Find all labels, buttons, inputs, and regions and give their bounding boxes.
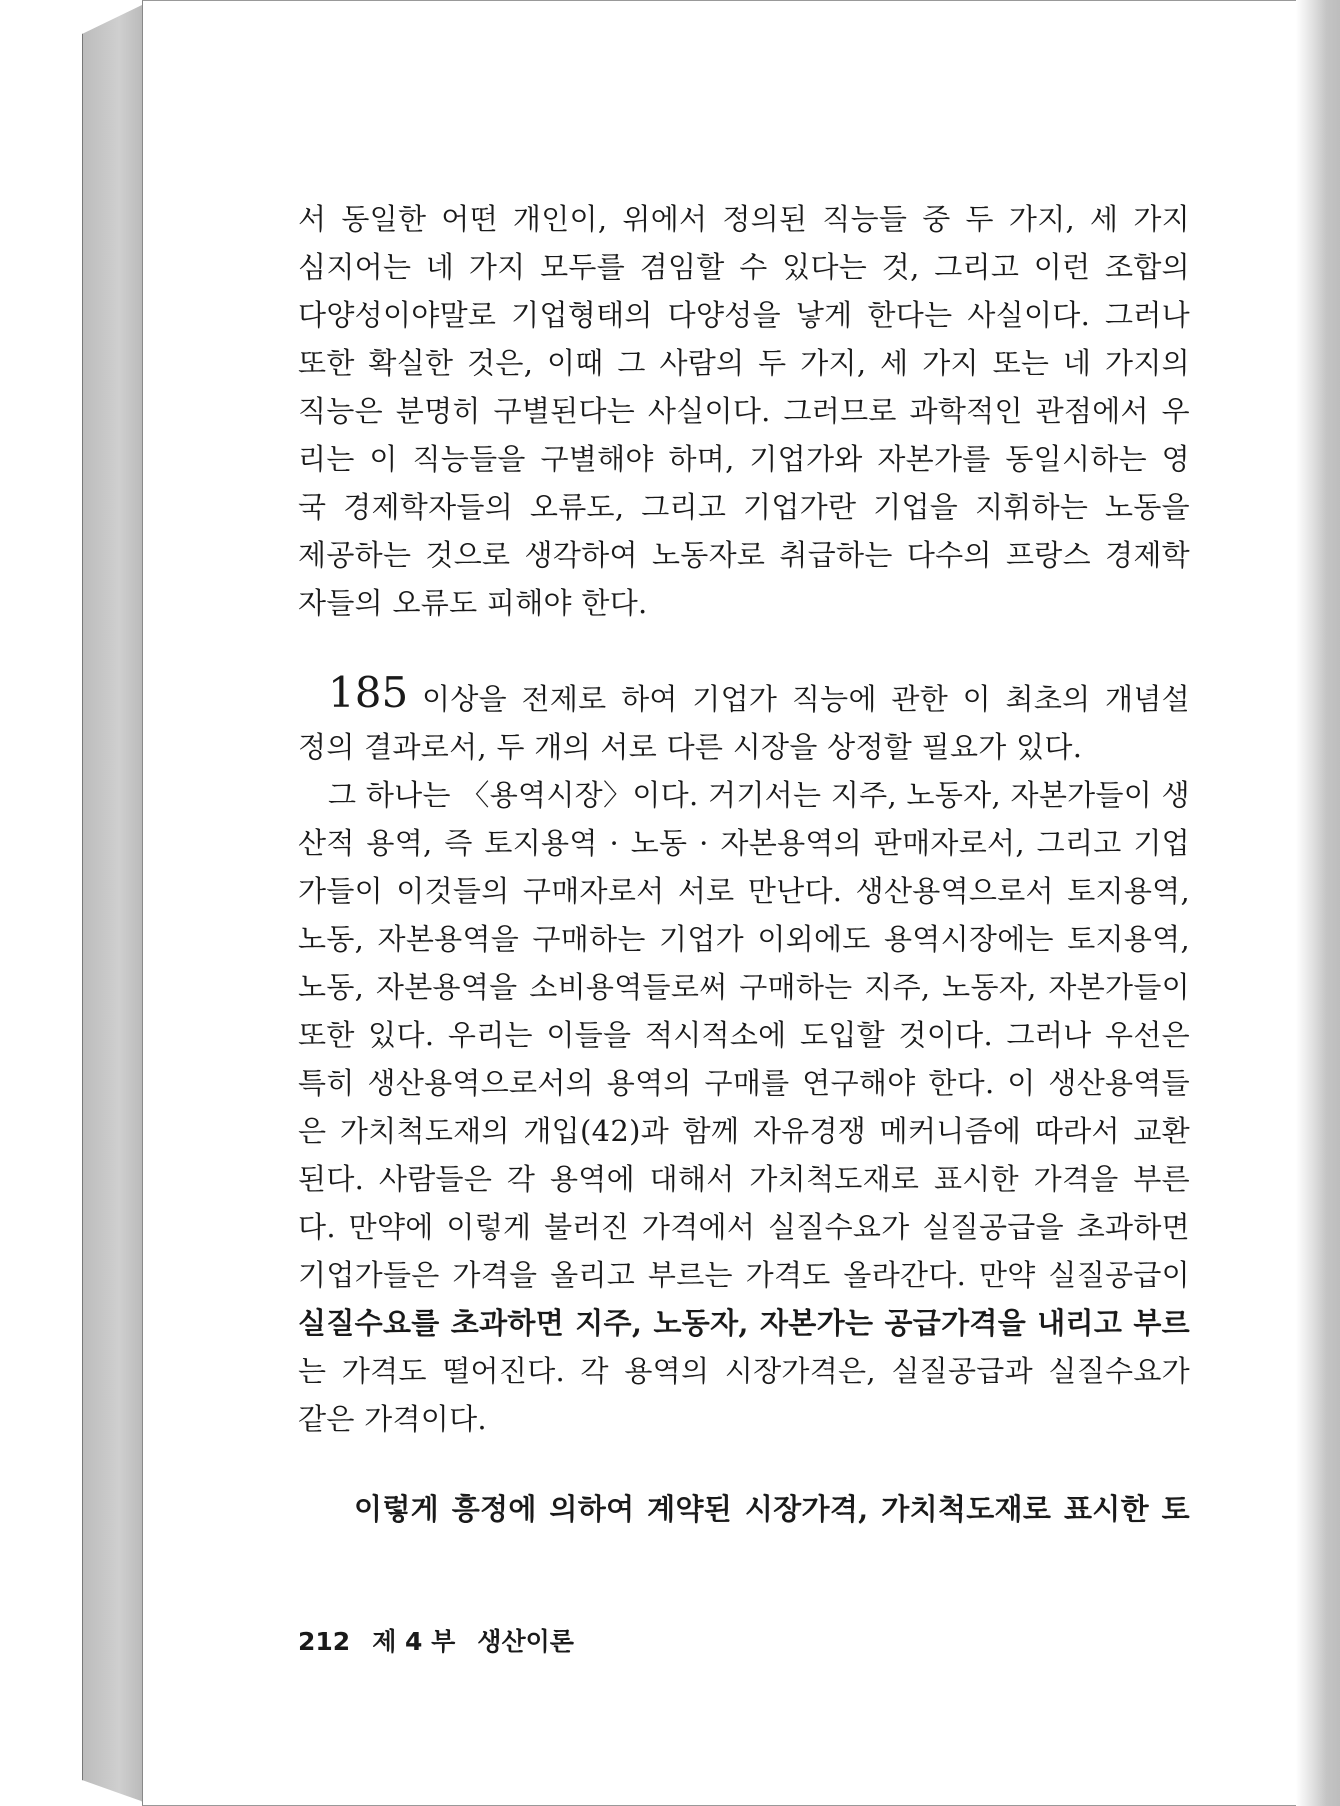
text-line: 다. 만약에 이렇게 불러진 가격에서 실질수요가 실질공급을 초과하면 <box>298 1210 1190 1244</box>
page-number: 212 <box>298 1627 351 1656</box>
part-label: 제 4 부 <box>372 1627 456 1656</box>
text-line: 그 하나는 〈용역시장〉이다. 거기서는 지주, 노동자, 자본가들이 생 <box>328 778 1190 812</box>
text-line: 서 동일한 어떤 개인이, 위에서 정의된 직능들 중 두 가지, 세 가지 <box>298 202 1190 236</box>
text-line: 은 가치척도재의 개입(42)과 함께 자유경쟁 메커니즘에 따라서 교환 <box>298 1114 1190 1148</box>
book-spine-edge <box>82 4 144 1802</box>
text-line: 제공하는 것으로 생각하여 노동자로 취급하는 다수의 프랑스 경제학 <box>298 538 1190 572</box>
part-title: 생산이론 <box>477 1627 574 1656</box>
text-line: 또한 확실한 것은, 이때 그 사람의 두 가지, 세 가지 또는 네 가지의 <box>298 346 1190 380</box>
text-line: 실질수요를 초과하면 지주, 노동자, 자본가는 공급가격을 내리고 부르 <box>298 1306 1190 1340</box>
text-line: 이상을 전제로 하여 기업가 직능에 관한 이 최초의 개념설 <box>422 682 1190 716</box>
text-line: 또한 있다. 우리는 이들을 적시적소에 도입할 것이다. 그러나 우선은 <box>298 1018 1190 1052</box>
text-line: 리는 이 직능들을 구별해야 하며, 기업가와 자본가를 동일시하는 영 <box>298 442 1190 476</box>
section-number: 185 <box>328 668 409 717</box>
text-line: 노동, 자본용역을 구매하는 기업가 이외에도 용역시장에는 토지용역, <box>298 922 1190 956</box>
text-line: 정의 결과로서, 두 개의 서로 다른 시장을 상정할 필요가 있다. <box>298 730 1083 764</box>
text-line: 노동, 자본용역을 소비용역들로써 구매하는 지주, 노동자, 자본가들이 <box>298 970 1190 1004</box>
text-line: 특히 생산용역으로서의 용역의 구매를 연구해야 한다. 이 생산용역들 <box>298 1066 1190 1100</box>
page-edge-shadow <box>1296 0 1340 1806</box>
text-line: 는 가격도 떨어진다. 각 용역의 시장가격은, 실질공급과 실질수요가 <box>298 1354 1190 1388</box>
text-line: 산적 용역, 즉 토지용역 · 노동 · 자본용역의 판매자로서, 그리고 기업 <box>298 826 1190 860</box>
text-line: 직능은 분명히 구별된다는 사실이다. 그러므로 과학적인 관점에서 우 <box>298 394 1190 428</box>
text-line: 된다. 사람들은 각 용역에 대해서 가치척도재로 표시한 가격을 부른 <box>298 1162 1190 1196</box>
text-line: 같은 가격이다. <box>298 1402 487 1436</box>
text-line: 심지어는 네 가지 모두를 겸임할 수 있다는 것, 그리고 이런 조합의 <box>298 250 1190 284</box>
text-line: 기업가들은 가격을 올리고 부르는 가격도 올라간다. 만약 실질공급이 <box>298 1258 1190 1292</box>
text-line: 이렇게 흥정에 의하여 계약된 시장가격, 가치척도재로 표시한 토 <box>354 1492 1190 1526</box>
text-line: 다양성이야말로 기업형태의 다양성을 낳게 한다는 사실이다. 그러나 <box>298 298 1190 332</box>
text-line: 가들이 이것들의 구매자로서 서로 만난다. 생산용역으로서 토지용역, <box>298 874 1190 908</box>
text-line: 자들의 오류도 피해야 한다. <box>298 586 648 620</box>
text-line: 국 경제학자들의 오류도, 그리고 기업가란 기업을 지휘하는 노동을 <box>298 490 1190 524</box>
page-footer <box>298 1622 596 1658</box>
